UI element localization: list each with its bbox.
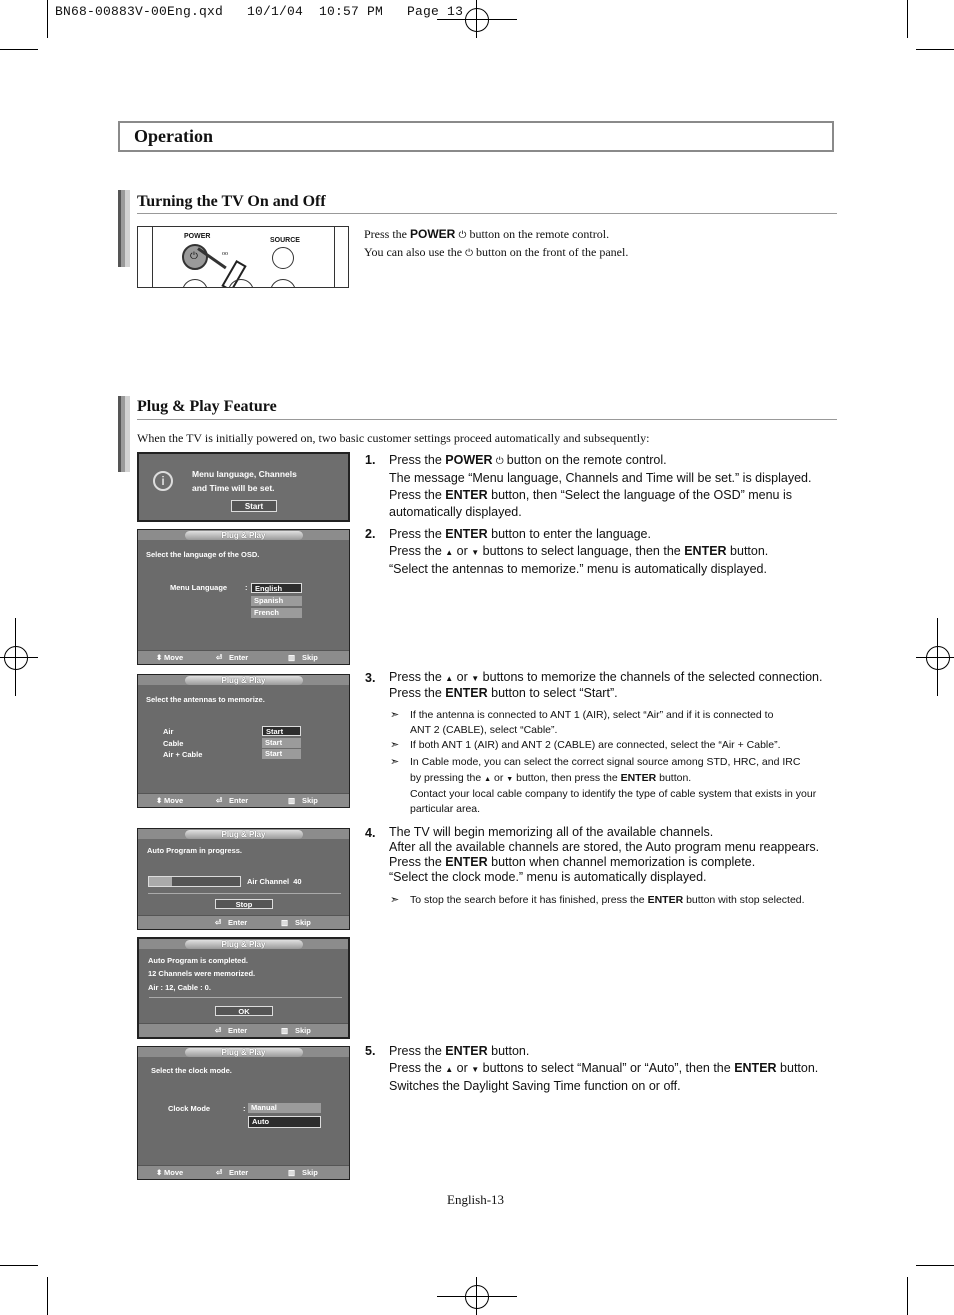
section-marker [118, 190, 130, 267]
up-arrow-icon: ▲ [445, 548, 454, 557]
move-icon: ⬍ [156, 653, 163, 662]
down-arrow-icon: ▼ [471, 674, 480, 683]
ok-button[interactable]: OK [215, 1006, 273, 1016]
progress-fill [149, 877, 172, 886]
down-arrow-icon: ▼ [471, 1065, 480, 1074]
enter-icon: ⏎ [216, 653, 223, 662]
osd-tab: Plug & Play [185, 531, 303, 540]
skip-icon: ▥ [288, 653, 296, 662]
power-symbol-icon: ⏻ [465, 248, 474, 259]
info-icon: i [153, 471, 173, 491]
up-arrow-icon: ▲ [445, 674, 454, 683]
section-title: Turning the TV On and Off [137, 193, 326, 210]
chapter-title: Operation [134, 126, 213, 146]
enter-icon: ⏎ [215, 918, 222, 927]
skip-icon: ▥ [288, 1168, 296, 1177]
registration-mark [4, 646, 28, 670]
option-manual[interactable]: Manual [248, 1103, 321, 1113]
enter-icon: ⏎ [215, 1026, 222, 1035]
crop-mark [916, 49, 954, 50]
start-air-button[interactable]: Start [262, 726, 301, 736]
section-divider [137, 419, 837, 420]
registration-mark [437, 1296, 517, 1297]
option-auto[interactable]: Auto [248, 1116, 321, 1128]
registration-mark [0, 657, 38, 658]
indicator-icon: oo [222, 251, 228, 257]
up-arrow-icon: ▲ [484, 776, 492, 783]
crop-mark [907, 1277, 908, 1315]
power-symbol-icon: ⏻ [455, 230, 467, 241]
progress-bar [148, 876, 241, 887]
enter-icon: ⏎ [216, 1168, 223, 1177]
crop-mark [0, 1265, 38, 1266]
registration-mark [465, 1285, 489, 1309]
stop-button[interactable]: Stop [215, 899, 273, 909]
page-number: English-13 [447, 1192, 505, 1207]
enter-icon: ⏎ [216, 796, 223, 805]
registration-mark [465, 8, 489, 32]
start-button[interactable]: Start [231, 500, 277, 512]
osd-tab: Plug & Play [185, 1048, 303, 1057]
print-header: BN68-00883V-00Eng.qxd 10/1/04 10:57 PM Page 13 [55, 4, 464, 19]
registration-mark [476, 0, 477, 38]
up-arrow-icon: ▲ [445, 1065, 454, 1074]
osd-tab: Plug & Play [185, 940, 303, 949]
start-air-cable-button[interactable]: Start [262, 749, 301, 759]
chapter-title-box [118, 121, 834, 152]
osd-screen-antenna: Plug & Play Select the antennas to memorize. Air Cable Air + Cable Start Start Start ⬍ Move ⏎ Enter ▥ Skip [137, 674, 350, 808]
registration-mark [476, 1277, 477, 1315]
skip-icon: ▥ [281, 1026, 289, 1035]
power-keyword: POWER [410, 227, 456, 241]
skip-icon: ▥ [288, 796, 296, 805]
crop-mark [907, 0, 908, 38]
start-cable-button[interactable]: Start [262, 738, 301, 748]
power-label: POWER [184, 233, 211, 240]
section-marker [118, 396, 130, 472]
crop-mark [47, 0, 48, 38]
section2-intro: When the TV is initially powered on, two basic customer settings proceed automatically and subsequently: [137, 431, 650, 445]
osd-screen-language: Plug & Play Select the language of the OSD. Menu Language : English Spanish French ⬍ Move ⏎ Enter ▥ Skip [137, 529, 350, 665]
down-arrow-icon: ▼ [506, 776, 514, 783]
option-french[interactable]: French [251, 608, 302, 618]
note-arrow-icon: ➣ [390, 739, 400, 751]
registration-mark [937, 618, 938, 696]
move-icon: ⬍ [156, 1168, 163, 1177]
osd-tab: Plug & Play [185, 676, 303, 685]
osd-screen-welcome: i Menu language, Channels and Time will be set. Start [137, 452, 350, 522]
section1-text: Press the POWER ⏻ button on the remote control. You can also use the ⏻ button on the front of the panel. [364, 227, 629, 259]
note-arrow-icon: ➣ [390, 894, 400, 906]
skip-icon: ▥ [281, 918, 289, 927]
power-symbol-icon: ⏻ [190, 251, 198, 262]
osd-tab: Plug & Play [185, 830, 303, 839]
remote-illustration [137, 226, 349, 288]
osd-screen-program-complete: Plug & Play Auto Program is completed. 12 Channels were memorized. Air : 12, Cable : 0. OK ⏎ Enter ▥ Skip [137, 937, 350, 1039]
registration-mark [916, 657, 954, 658]
source-label: SOURCE [270, 237, 300, 244]
source-button-icon [272, 247, 294, 269]
crop-mark [0, 49, 38, 50]
move-icon: ⬍ [156, 796, 163, 805]
power-symbol-icon: ⏻ [492, 456, 507, 467]
note-arrow-icon: ➣ [390, 756, 400, 768]
note-arrow-icon: ➣ [390, 709, 400, 721]
down-arrow-icon: ▼ [471, 548, 480, 557]
osd-screen-auto-program: Plug & Play Auto Program in progress. Air Channel 40 Stop ⏎ Enter ▥ Skip [137, 828, 350, 930]
osd-screen-clock-mode: Plug & Play Select the clock mode. Clock Mode : Manual Auto ⬍ Move ⏎ Enter ▥ Skip [137, 1046, 350, 1180]
option-english[interactable]: English [251, 583, 302, 593]
option-spanish[interactable]: Spanish [251, 596, 302, 606]
crop-mark [47, 1277, 48, 1315]
registration-mark [926, 646, 950, 670]
registration-mark [437, 19, 517, 20]
section-divider [137, 213, 837, 214]
section-title: Plug & Play Feature [137, 398, 277, 415]
registration-mark [15, 618, 16, 696]
crop-mark [916, 1265, 954, 1266]
